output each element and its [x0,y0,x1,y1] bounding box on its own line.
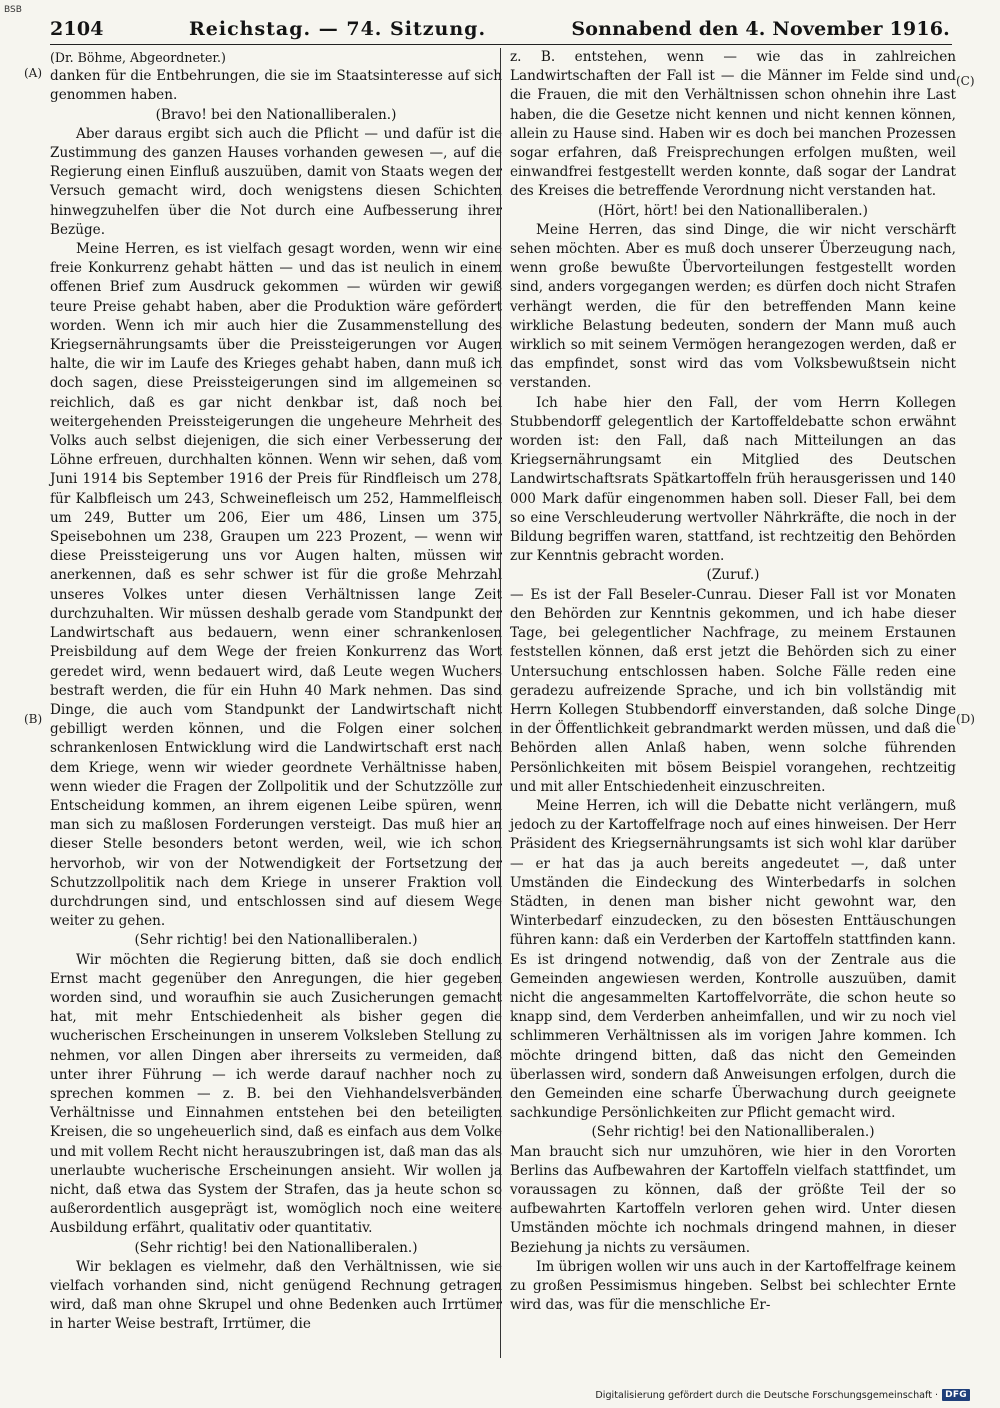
paragraph: Aber daraus ergibt sich auch die Pflicht — und dafür ist die Zustimmung des ganzen Hauses vorhanden gewesen —, auf die Regierung einen Einfluß auszuüben, damit von Staats wegen der Versuch gemacht wird, doch wenigstens diesen Schichten hinwegzuhelfen über die Not durch eine Aufbesserung ihrer Bezüge. [50,125,502,238]
right-column [510,48,956,1315]
footer-text: Digitalisierung gefördert durch die Deutsche Forschungsgemeinschaft · [595,1389,939,1401]
page-title: Reichstag. — 74. Sitzung. [188,18,487,40]
interjection: (Hört, hört! bei den Nationalliberalen.) [598,202,868,219]
interjection: (Sehr richtig! bei den Nationalliberalen.) [134,1239,418,1256]
interjection: (Bravo! bei den Nationalliberalen.) [155,106,397,123]
paragraph: Wir möchten die Regierung bitten, daß sie doch endlich Ernst macht gegenüber den Anregungen, die hier gegeben worden sind, und woraufhin sie auch Zusicherungen gemacht hat, mit mehr Entschiedenheit als bisher gegen die wucherischen Erscheinungen in unserem Volksleben Stellung zu nehmen, vor allen Dingen aber ihrerseits zu vermeiden, daß unter ihrer Führung — ich werde darauf nachher noch zu sprechen kommen — z. B. bei den Viehhandelsverbänden Verhältnisse und Einnahmen entstehen bei den beteiligten Kreisen, die so ungeheuerlich sind, daß es einfach aus dem Volke und mit vollem Recht nicht herauszubringen ist, daß man das als unerlaubte wucherische Erscheinungen ansieht. Wir wollen ja nicht, daß etwa das System der Strafen, das ja heute schon so außerordentlich ausgeprägt ist, womöglich noch eine weitere Ausbildung erfährt, qualitativ oder quantitativ. [50,951,502,1237]
margin-mark-d: (D) [956,712,975,726]
paragraph: Meine Herren, es ist vielfach gesagt worden, wenn wir eine freie Konkurrenz gehabt hätten — und das ist neulich in einem offenen Brief zum Ausdruck gekommen — würden wir gewiß teure Preise gehabt haben, aber die Produktion wäre gefördert worden. Wenn ich mir auch hier die Zusammenstellung des Kriegsernährungsamts über die Preissteigerungen vor Augen halte, die wir im Laufe des Krieges gehabt haben, dann muß ich doch sagen, diese Preissteigerungen sind im allgemeinen so reichlich, daß es gar nicht denkbar ist, daß noch bei weitergehenden Preissteigerungen die ungeheure Mehrheit des Volks auch selbst diejenigen, die sich einer Verbesserung der Löhne erfreuen, durchhalten können. Wenn wir sehen, daß vom Juni 1914 bis September 1916 der Preis für Rindfleisch um 278, für Kalbfleisch um 243, Schweinefleisch um 252, Hammelfleisch um 249, Butter um 206, Eier um 486, Linsen um 375, Speisebohnen um 238, Graupen um 223 Prozent, — wenn wir diese Preissteigerung uns vor Augen halten, müssen wir anerkennen, daß es sehr schwer ist für die große Mehrzahl unseres Volkes unter diesen Verhältnissen lange Zeit durchzuhalten. Wir müssen deshalb gerade vom Standpunkt der Landwirtschaft aus bedauern, wenn einer schrankenlosen Preisbildung auf dem Wege der freien Konkurrenz das Wort geredet wird, wenn bedauert wird, daß Leute wegen Wuchers bestraft werden, die für ein Huhn 40 Mark nehmen. Das sind Dinge, die auch vom Standpunkt der Landwirtschaft nicht gebilligt werden können, und die Folgen einer solchen schrankenlosen Entwicklung wird die Landwirtschaft erst nach dem Kriege, wenn wir wieder geordnete Verhältnisse haben, wenn wieder die Fragen der Zollpolitik und der Schutzzölle zur Entscheidung kommen, an ihrem eigenen Leibe spüren, wenn man sich zu maßlosen Forderungen versteigt. Das muß hier an dieser Stelle besonders betont werden, weil, wie ich schon hervorhob, wir von der Notwendigkeit der Fortsetzung der Schutzzollpolitik nach dem Kriege in unserer Fraktion voll durchdrungen sind, und entschlossen sind auf diesem Wege weiter zu gehen. [50,241,502,930]
margin-mark-b: (B) [24,712,43,726]
header-rule [50,44,952,45]
interjection: (Zuruf.) [706,567,760,584]
paragraph: — Es ist der Fall Beseler-Cunrau. Dieser Fall ist vor Monaten den Behörden zur Kenntnis gekommen, und ich habe dieser Tage, bei gelegentlicher Nachfrage, zu meinem Erstaunen feststellen können, daß erst jetzt die Behörden sich zu einer Untersuchung entschlossen haben. Solche Fälle reden eine geradezu aufreizende Sprache, und ich bin vollständig mit Herrn Kollegen Stubbendorff einverstanden, daß solche Dinge in der Öffentlichkeit gebrandmarkt werden müssen, und daß die Behörden allen Anlaß haben, wenn solche führenden Persönlichkeiten mit bösem Beispiel vorangehen, rechtzeitig und mit aller Entschiedenheit einzuschreiten. [510,586,956,795]
library-mark: BSB [4,5,22,15]
interjection: (Sehr richtig! bei den Nationalliberalen.) [591,1124,875,1141]
paragraph: Wir beklagen es vielmehr, daß den Verhältnissen, wie sie vielfach vorhanden sind, nicht genügend Rechnung getragen wird, daß man ohne Skrupel und ohne Bedenken auch Irrtümer in harter Weise bestraft, Irrtümer, die [50,1258,502,1333]
page-header [50,18,950,46]
left-column [50,48,502,1335]
footer-credit [595,1389,970,1401]
interjection: (Sehr richtig! bei den Nationalliberalen.) [134,932,418,949]
session-date: Sonnabend den 4. November 1916. [571,18,950,40]
column-divider [500,48,501,1358]
paragraph: Ich habe hier den Fall, der vom Herrn Kollegen Stubbendorff gelegentlich der Kartoffeldebatte schon erwähnt worden ist: den Fall, daß nach Mitteilungen an das Kriegsernährungsamt ein Mitglied des Deutschen Landwirtschaftsrats Spätkartoffeln früh herausgerissen und 140 000 Mark dafür eingenommen haben soll. Dieser Fall, bei dem so eine Verschleuderung wertvoller Nährkräfte, die noch in der Bildung begriffen waren, stattfand, ist rechtzeitig den Behörden zur Kenntnis gebracht worden. [510,394,956,565]
paragraph: danken für die Entbehrungen, die sie im Staatsinteresse auf sich genommen haben. [50,68,502,104]
page-number: 2104 [50,18,104,40]
margin-mark-a: (A) [24,66,43,80]
margin-mark-c: (C) [956,74,975,88]
paragraph: Meine Herren, ich will die Debatte nicht verlängern, muß jedoch zu der Kartoffelfrage noch auf eines hinweisen. Der Herr Präsident des Kriegsernährungsamts ist sich wohl klar darüber — er hat das ja auch bereits angedeutet —, daß unter Umständen die Eindeckung des Winterbedarfs in solchen Städten, in denen man bisher nicht gewohnt war, den Winterbedarf einzudecken, zu den bösesten Enttäuschungen führen kann: daß ein Verderben der Kartoffeln stattfinden kann. Es ist dringend notwendig, daß von der Zentrale aus die Gemeinden angewiesen werden, Kontrolle auszuüben, damit nicht die angesammelten Kartoffelvorräte, die schon heute so knapp sind, dem Verderben anheimfallen, und wir zu noch viel schlimmeren Verhältnissen als im vorigen Jahre kommen. Ich möchte dringend bitten, daß das nicht den Gemeinden überlassen wird, sondern daß Anweisungen erfolgen, durch die den Gemeinden eine scharfe Überwachung durch geeignete sachkundige Persönlichkeiten zur Pflicht gemacht wird. [510,797,956,1122]
paragraph: z. B. entstehen, wenn — wie das in zahlreichen Landwirtschaften der Fall ist — die Männer im Felde sind und die Frauen, die mit den Verhältnissen schon ohnehin ihre Last haben, die die Gesetze nicht kennen und nicht kennen können, allein zu Hause sind. Haben wir es doch bei manchen Prozessen sogar erfahren, daß Freisprechungen erfolgen mußten, weil einwandfrei festgestellt werden konnte, daß sogar der Landrat des Kreises die betreffende Verordnung nicht verstanden hat. [510,49,956,200]
paragraph: Man braucht sich nur umzuhören, wie hier in den Vororten Berlins das Aufbewahren der Kartoffeln vielfach stattfindet, um voraussagen zu können, daß der größte Teil der so aufbewahrten Kartoffeln verloren gehen wird. Unter diesen Umständen möchte ich nochmals dringend mahnen, in dieser Beziehung ja nichts zu versäumen. [510,1143,956,1256]
paragraph: Meine Herren, das sind Dinge, die wir nicht verschärft sehen möchten. Aber es muß doch unserer Überzeugung nach, wenn große bewußte Übervorteilungen festgestellt worden sind, anders vorgegangen werden; es dürfen doch nicht Strafen verhängt werden, die für den betreffenden Mann keine wirkliche Belastung bedeuten, sondern der Mann muß auch wirklich so mit seinem Vermögen herangezogen werden, daß er das empfindet, sonst wird das vom Volksbewußtsein nicht verstanden. [510,221,956,392]
dfg-logo: DFG [942,1389,970,1401]
speaker-label: (Dr. Böhme, Abgeordneter.) [50,50,226,65]
paragraph: Im übrigen wollen wir uns auch in der Kartoffelfrage keinem zu großen Pessimismus hingeben. Selbst bei schlechter Ernte wird das, was für die menschliche Er- [510,1258,956,1314]
